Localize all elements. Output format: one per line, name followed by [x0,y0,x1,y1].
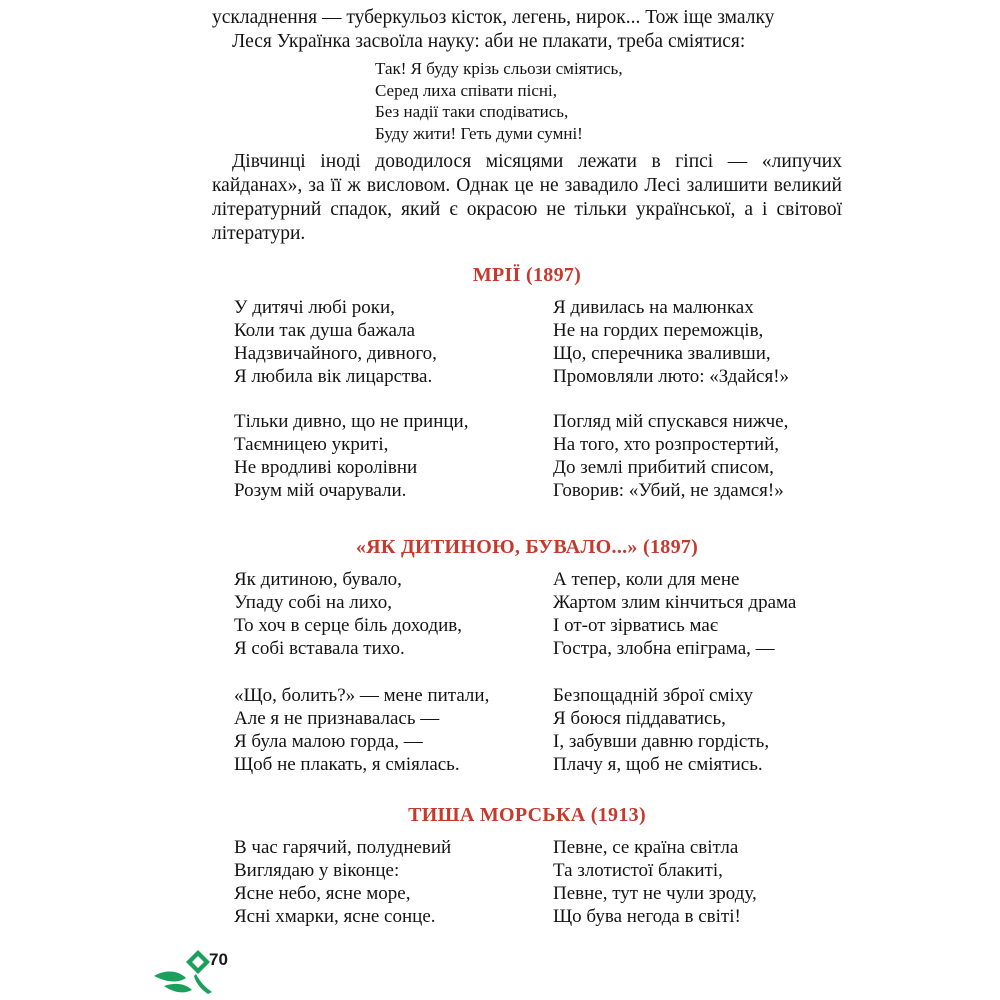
intro-line-1: ускладнення — туберкульоз кісток, легень, нирок... Тож іще змалку [212,7,775,28]
poem-line: Розум мій очарували. [234,480,407,501]
poem-line: На того, хто розпростертий, [553,434,780,455]
poem-line: Певне, тут не чули зроду, [553,883,757,904]
poem-title-yak-dytynoyu: «ЯК ДИТИНОЮ, БУВАЛО...» (1897) [355,536,699,558]
intro-line-2: Леся Українка засвоїла науку: аби не плакати, треба сміятися: [232,31,746,52]
poem-line: Промовляли люто: «Здайся!» [553,366,790,387]
poem-stanza [553,836,757,928]
poem-line: Упаду собі на лихо, [234,592,392,613]
poem-line: В час гарячий, полудневий [234,837,452,858]
poem-line: Що, сперечника зваливши, [553,343,771,364]
poem-stanza [553,684,769,776]
poem-stanza [553,410,788,502]
poem-line: Жартом злим кінчиться драма [553,592,797,613]
poem-line: Ясне небо, ясне море, [234,883,411,904]
poem-line: Тільки дивно, що не принци, [234,411,469,432]
epigraph-line: Серед лиха співати пісні, [375,80,557,100]
poem-line: «Що, болить?» — мене питали, [234,685,490,706]
poem-line: Безпощадній зброї сміху [553,685,754,706]
poem-stanza [234,296,437,388]
poem-line: Гостра, злобна епіграма, — [553,638,775,659]
biography-paragraph: Дівчинці іноді доводилося місяцями лежати в гіпсі — «липучих кайданах», за її ж висловом. Однак це не завадило Лесі залишити великий літературний спадок, який є окрасою не тільки української, а і світової літератури. [212,151,842,244]
epigraph-line: Так! Я буду крізь сльози сміятись, [375,59,623,78]
poem-line: Але я не признавалась — [234,708,440,729]
poem-line: Не вродливі королівни [234,457,418,478]
poem-title-tysha-morska: ТИША МОРСЬКА (1913) [408,804,646,826]
poem-line: Ясні хмарки, ясне сонце. [234,906,436,927]
poem-line: Говорив: «Убий, не здамся!» [553,480,784,501]
page-number: 70 [209,950,228,969]
poem-line: Коли так душа бажала [234,320,416,341]
green-diamond-ornament-icon [150,938,250,998]
poem-line: Я була малою горда, — [234,731,423,752]
poem-line: Я любила вік лицарства. [234,366,433,387]
poem-line: Я дивилась на малюнках [553,297,754,318]
poem-line: Таємницею укриті, [234,434,389,455]
poem-title-mrii: МРІЇ (1897) [472,264,582,286]
poem-stanza [234,568,462,660]
poem-line: То хоч в серце біль доходив, [234,615,463,636]
poem-line: І от-от зірватись має [553,615,719,636]
poem-line: Я боюся піддаватись, [553,708,726,729]
poem-line: Що бува негода в світі! [553,906,741,927]
poem-line: Не на гордих переможців, [553,320,764,341]
poem-line: Плачу я, щоб не сміятись. [553,754,763,775]
poem-stanza [553,568,796,660]
poem-line: До землі прибитий списом, [553,457,774,478]
poem-stanza [234,684,489,776]
poem-line: Погляд мій спускався нижче, [553,411,789,432]
poem-line: Я собі вставала тихо. [234,638,405,659]
poem-line: Певне, се країна світла [553,837,739,858]
poem-line: Як дитиною, бувало, [234,569,402,590]
epigraph-line: Буду жити! Геть думи сумні! [375,123,583,143]
poem-stanza [234,836,451,928]
poem-line: Та злотистої блакиті, [553,860,723,881]
poem-line: У дитячі любі роки, [234,297,395,318]
poem-stanza [553,296,789,388]
poem-line: А тепер, коли для мене [553,569,740,590]
poem-line: Щоб не плакать, я сміялась. [234,754,460,775]
poem-line: Надзвичайного, дивного, [234,343,437,364]
intro-paragraph [212,6,842,54]
epigraph-line: Без надії таки сподіватись, [375,102,569,121]
epigraph-quote [375,58,623,144]
poem-line: І, забувши давню гордість, [553,731,770,752]
poem-line: Виглядаю у віконце: [234,860,400,881]
poem-stanza [234,410,468,502]
